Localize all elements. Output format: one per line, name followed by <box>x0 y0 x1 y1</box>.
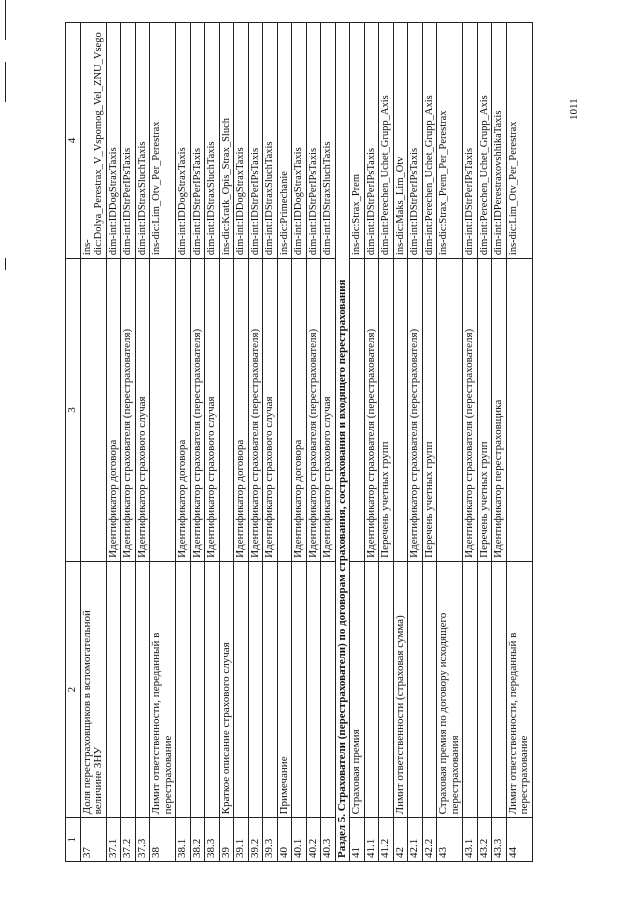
code-cell: ins-dic:Lim_Otv_Per_Perestrax <box>506 23 532 259</box>
header-row <box>66 23 81 862</box>
indicator-name-cell <box>492 561 507 818</box>
table-row <box>248 23 263 862</box>
row-number-cell: 42 <box>393 818 408 862</box>
row-number-cell: 39.3 <box>263 818 278 862</box>
indicator-name-cell <box>205 561 220 818</box>
table-row <box>106 23 121 862</box>
table-row <box>190 23 205 862</box>
dimension-cell <box>437 259 463 562</box>
dimension-cell <box>277 259 292 562</box>
table-row <box>219 23 234 862</box>
indicator-name-cell <box>292 561 307 818</box>
row-number-cell: 39.1 <box>234 818 249 862</box>
dimension-cell: Идентификатор страхователя (перестрахователя) <box>190 259 205 562</box>
dimension-cell <box>150 259 176 562</box>
table-row <box>80 23 106 862</box>
dimension-cell: Перечень учетных групп <box>379 259 394 562</box>
code-cell: ins-dic:Kratk_Opis_Strax_Sluch <box>219 23 234 259</box>
row-number-cell: 41 <box>350 818 365 862</box>
dimension-cell: Идентификатор страхователя (перестрахователя) <box>121 259 136 562</box>
row-number-cell: 43.1 <box>463 818 478 862</box>
column-header: 1 <box>66 818 81 862</box>
row-number-cell: 38.3 <box>205 818 220 862</box>
dimension-cell <box>350 259 365 562</box>
indicator-name-cell: Лимит ответственности (страховая сумма) <box>393 561 408 818</box>
indicator-name-cell <box>121 561 136 818</box>
code-cell: dim-int:Perechen_Uchet_Grupp_Axis <box>379 23 394 259</box>
page-number: 1011 <box>568 98 580 120</box>
data-table <box>65 22 533 862</box>
table-row <box>321 23 336 862</box>
table-row <box>292 23 307 862</box>
code-cell: dim-int:IDStrPerIPsTaxis <box>190 23 205 259</box>
dimension-cell: Идентификатор страхового случая <box>135 259 150 562</box>
dimension-cell <box>506 259 532 562</box>
dimension-cell: Идентификатор страхового случая <box>263 259 278 562</box>
dimension-cell: Идентификатор страхователя (перестрахователя) <box>408 259 423 562</box>
code-cell: ins-dic:Strax_Prem <box>350 23 365 259</box>
indicator-name-cell: Страховая премия по договору исходящего перестрахования <box>437 561 463 818</box>
page-edge-mark <box>5 0 6 40</box>
indicator-name-cell <box>263 561 278 818</box>
table-row <box>234 23 249 862</box>
row-number-cell: 37.2 <box>121 818 136 862</box>
indicator-name-cell: Доля перестраховщиков в вспомогательной величине ЗНУ <box>80 561 106 818</box>
section-title: Раздел 5. Страхователи (перестрахователи) по договорам страхования, сострахования и входящего перестрахования <box>335 23 350 862</box>
indicator-name-cell <box>176 561 191 818</box>
dimension-cell: Перечень учетных групп <box>477 259 492 562</box>
code-cell: ins-dic:Primechanie <box>277 23 292 259</box>
indicator-name-cell <box>135 561 150 818</box>
table-row <box>437 23 463 862</box>
row-number-cell: 41.2 <box>379 818 394 862</box>
row-number-cell: 42.1 <box>408 818 423 862</box>
table-row <box>150 23 176 862</box>
indicator-name-cell <box>463 561 478 818</box>
dimension-cell: Идентификатор договора <box>176 259 191 562</box>
column-header: 3 <box>66 259 81 562</box>
indicator-name-cell <box>234 561 249 818</box>
table-row <box>135 23 150 862</box>
indicator-name-cell <box>248 561 263 818</box>
column-header: 2 <box>66 561 81 818</box>
table-row <box>277 23 292 862</box>
table-row <box>463 23 478 862</box>
code-cell: dim-int:IDStrPerIPsTaxis <box>408 23 423 259</box>
table-row <box>492 23 507 862</box>
row-number-cell: 37.1 <box>106 818 121 862</box>
code-cell: dim-int:IDStrPerIPsTaxis <box>306 23 321 259</box>
row-number-cell: 40 <box>277 818 292 862</box>
indicator-name-cell: Страховая премия <box>350 561 365 818</box>
row-number-cell: 41.1 <box>364 818 379 862</box>
table-row <box>506 23 532 862</box>
indicator-name-cell <box>190 561 205 818</box>
indicator-name-cell <box>408 561 423 818</box>
indicator-name-cell <box>379 561 394 818</box>
code-cell: dim-int:IDStraxSluchTaxis <box>263 23 278 259</box>
indicator-name-cell: Лимит ответственности, переданный в перестрахование <box>150 561 176 818</box>
code-cell: dim-int:IDPerestraxovshhikaTaxis <box>492 23 507 259</box>
indicator-name-cell <box>477 561 492 818</box>
row-number-cell: 40.3 <box>321 818 336 862</box>
dimension-cell <box>80 259 106 562</box>
dimension-cell: Идентификатор страхователя (перестрахователя) <box>463 259 478 562</box>
table-row <box>205 23 220 862</box>
code-cell: dim-int:IDStraxSluchTaxis <box>321 23 336 259</box>
column-header: 4 <box>66 23 81 259</box>
indicator-name-cell: Краткое описание страхового случая <box>219 561 234 818</box>
row-number-cell: 43 <box>437 818 463 862</box>
section-row <box>335 23 350 862</box>
rotated-page <box>65 22 565 862</box>
dimension-cell <box>393 259 408 562</box>
code-cell: dim-int:IDDogStraxTaxis <box>292 23 307 259</box>
dimension-cell: Идентификатор страхователя (перестрахователя) <box>306 259 321 562</box>
table-row <box>477 23 492 862</box>
table-row <box>306 23 321 862</box>
table-row <box>176 23 191 862</box>
page-edge-mark <box>5 258 6 270</box>
table-row <box>379 23 394 862</box>
indicator-name-cell <box>364 561 379 818</box>
row-number-cell: 38 <box>150 818 176 862</box>
row-number-cell: 43.2 <box>477 818 492 862</box>
code-cell: dim-int:IDStrPerIPsTaxis <box>248 23 263 259</box>
indicator-name-cell: Примечание <box>277 561 292 818</box>
code-cell: dim-int:IDStrPerIPsTaxis <box>121 23 136 259</box>
row-number-cell: 42.2 <box>422 818 437 862</box>
indicator-name-cell <box>422 561 437 818</box>
code-cell: dim-int:IDStraxSluchTaxis <box>135 23 150 259</box>
row-number-cell: 44 <box>506 818 532 862</box>
code-cell: dim-int:IDDogStraxTaxis <box>106 23 121 259</box>
code-cell: dim-int:IDDogStraxTaxis <box>176 23 191 259</box>
code-cell: ins-dic:Lim_Otv_Per_Perestrax <box>150 23 176 259</box>
code-cell: dim-int:IDDogStraxTaxis <box>234 23 249 259</box>
code-cell: dim-int:Perechen_Uchet_Grupp_Axis <box>477 23 492 259</box>
dimension-cell: Идентификатор страхователя (перестрахователя) <box>364 259 379 562</box>
row-number-cell: 40.2 <box>306 818 321 862</box>
dimension-cell: Идентификатор договора <box>106 259 121 562</box>
indicator-name-cell <box>321 561 336 818</box>
indicator-name-cell: Лимит ответственности, переданный в перестрахование <box>506 561 532 818</box>
dimension-cell: Идентификатор договора <box>234 259 249 562</box>
dimension-cell: Идентификатор страхового случая <box>321 259 336 562</box>
code-cell: ins-dic:Maks_Lim_Otv <box>393 23 408 259</box>
table-row <box>263 23 278 862</box>
row-number-cell: 43.3 <box>492 818 507 862</box>
table-row <box>350 23 365 862</box>
row-number-cell: 40.1 <box>292 818 307 862</box>
code-cell: dim-int:IDStrPerIPsTaxis <box>364 23 379 259</box>
row-number-cell: 37.3 <box>135 818 150 862</box>
table-row <box>364 23 379 862</box>
page-edge-mark <box>5 62 6 102</box>
table-row <box>422 23 437 862</box>
table-row <box>121 23 136 862</box>
dimension-cell: Идентификатор перестраховщика <box>492 259 507 562</box>
code-cell: ins-dic:Strax_Prem_Per_Perestrax <box>437 23 463 259</box>
table-row <box>393 23 408 862</box>
code-cell: dim-int:Perechen_Uchet_Grupp_Axis <box>422 23 437 259</box>
row-number-cell: 39 <box>219 818 234 862</box>
dimension-cell: Идентификатор страхового случая <box>205 259 220 562</box>
table-row <box>408 23 423 862</box>
code-cell: dim-int:IDStraxSluchTaxis <box>205 23 220 259</box>
dimension-cell: Идентификатор страхователя (перестрахователя) <box>248 259 263 562</box>
row-number-cell: 39.2 <box>248 818 263 862</box>
code-cell: dim-int:IDStrPerIPsTaxis <box>463 23 478 259</box>
indicator-name-cell <box>306 561 321 818</box>
dimension-cell <box>219 259 234 562</box>
row-number-cell: 38.1 <box>176 818 191 862</box>
dimension-cell: Перечень учетных групп <box>422 259 437 562</box>
code-cell: ins-dic:Dolya_Perestrax_V_Vspomog_Vel_ZNU_Vsego <box>80 23 106 259</box>
row-number-cell: 38.2 <box>190 818 205 862</box>
dimension-cell: Идентификатор договора <box>292 259 307 562</box>
indicator-name-cell <box>106 561 121 818</box>
row-number-cell: 37 <box>80 818 106 862</box>
